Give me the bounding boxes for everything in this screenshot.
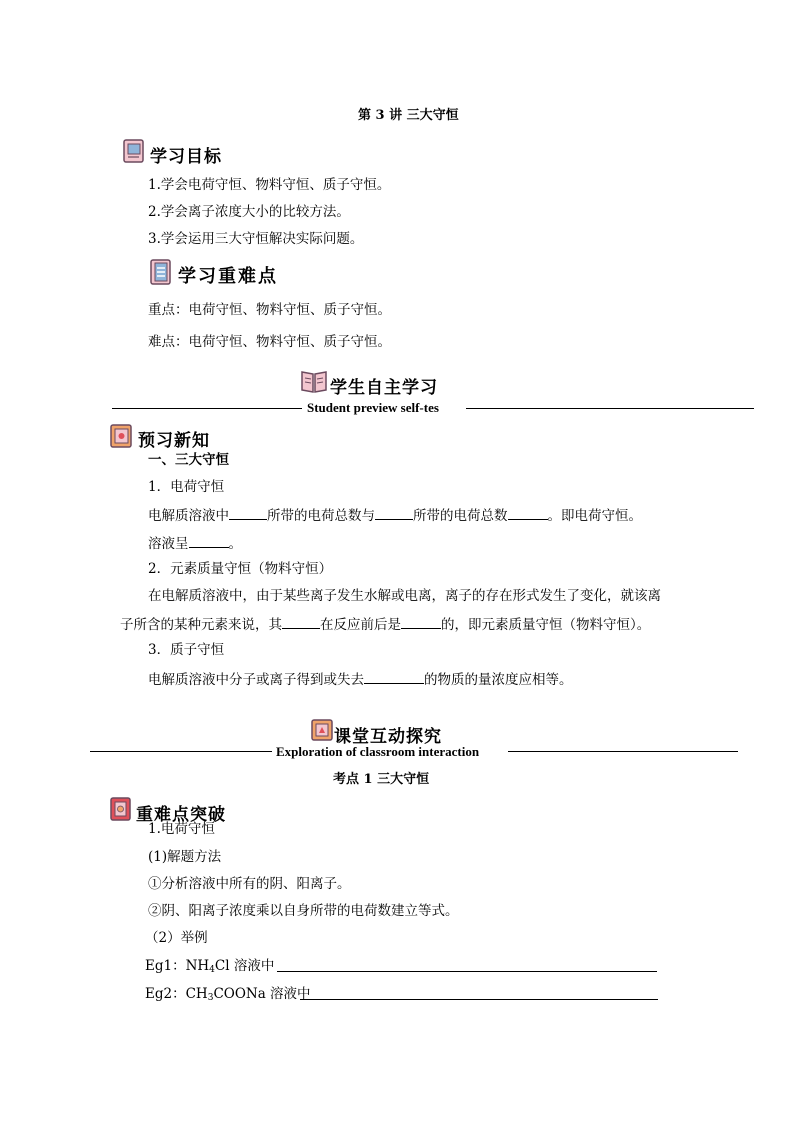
classroom-icon: [310, 718, 334, 742]
preview-section-title: 一、三大守恒: [148, 452, 229, 468]
divider-right-2: [508, 751, 738, 752]
eg1-subscript: 4: [209, 965, 215, 975]
blank-5[interactable]: [282, 614, 320, 629]
item2-text-a: 子所含的某种元素来说，其: [120, 617, 282, 633]
preview-item2-title: 2．元素质量守恒（物料守恒）: [148, 561, 333, 577]
breakthrough-line3: ①分析溶液中所有的阴、阳离子。: [148, 876, 351, 892]
blank-2[interactable]: [375, 505, 413, 520]
item1-text-a: 电解质溶液中: [148, 508, 229, 524]
self-study-subtitle: Student preview self-tes: [307, 400, 439, 415]
divider-right: [466, 408, 754, 409]
classroom-heading: 课堂互动探究: [334, 727, 442, 747]
key-points-heading: 学习重难点: [178, 266, 278, 287]
calendar-book-icon: [109, 423, 135, 449]
blank-7[interactable]: [364, 669, 424, 684]
item3-text-b: 的物质的量浓度应相等。: [424, 672, 573, 688]
divider-left: [112, 408, 302, 409]
target-book-icon: [109, 796, 133, 822]
eg1-rest: Cl 溶液中: [214, 958, 275, 974]
item2-text-b: 在反应前后是: [320, 617, 401, 633]
classroom-subtitle: Exploration of classroom interaction: [276, 744, 480, 759]
eg1-answer-line[interactable]: [277, 971, 657, 972]
book-icon: [122, 138, 146, 164]
goal-item-1: 1.学会电荷守恒、物料守恒、质子守恒。: [148, 177, 391, 193]
preview-item1-line2: [148, 533, 242, 553]
item1-text-b: 所带的电荷总数与: [267, 508, 375, 524]
preview-item2-line2: [120, 614, 650, 634]
breakthrough-heading: 重难点突破: [136, 805, 226, 825]
notebook-icon: [148, 258, 174, 286]
key-point-text: 重点：电荷守恒、物料守恒、质子守恒。: [148, 302, 391, 318]
blank-3[interactable]: [508, 505, 548, 520]
example-1: [145, 957, 274, 979]
example-2: [145, 985, 311, 1007]
eg2-label: Eg2：CH: [145, 986, 208, 1002]
breakthrough-line4: ②阴、阳离子浓度乘以自身所带的电荷数建立等式。: [148, 903, 459, 919]
blank-6[interactable]: [401, 614, 441, 629]
preview-item3-line: [148, 669, 573, 689]
blank-1[interactable]: [229, 505, 267, 520]
item2-text-c: 的，即元素质量守恒（物料守恒）。: [441, 617, 651, 633]
eg2-rest: COONa 溶液中: [213, 986, 311, 1002]
preview-item2-line1: 在电解质溶液中，由于某些离子发生水解或电离，离子的存在形式发生了变化，就该离: [148, 588, 661, 604]
preview-item1-title: 1．电荷守恒: [148, 479, 225, 495]
eg2-answer-line[interactable]: [300, 999, 658, 1000]
self-study-heading: 学生自主学习: [330, 378, 438, 398]
goal-item-2: 2.学会离子浓度大小的比较方法。: [148, 204, 350, 220]
learning-goals-heading: 学习目标: [150, 147, 222, 167]
breakthrough-line5: （2）举例: [145, 930, 208, 946]
eg2-subscript: 3: [207, 993, 214, 1003]
open-book-icon: [300, 368, 328, 394]
breakthrough-line1: 1.电荷守恒: [148, 821, 215, 837]
item1-text-d: 。即电荷守恒。: [547, 508, 642, 524]
item1-text-c: 所带的电荷总数: [413, 508, 508, 524]
preview-item1-line: [148, 505, 642, 525]
item3-text-a: 电解质溶液中分子或离子得到或失去: [148, 672, 364, 688]
point-title: 考点 1 三大守恒: [333, 772, 430, 787]
divider-left-2: [90, 751, 272, 752]
difficult-point-text: 难点：电荷守恒、物料守恒、质子守恒。: [148, 334, 391, 350]
page-title: 第 3 讲 三大守恒: [358, 108, 459, 123]
breakthrough-line2: (1)解题方法: [148, 849, 222, 865]
blank-4[interactable]: [189, 533, 229, 548]
preview-heading: 预习新知: [138, 431, 210, 451]
item1-text-e: 溶液呈: [148, 536, 189, 552]
goal-item-3: 3.学会运用三大守恒解决实际问题。: [148, 231, 364, 247]
eg1-label: Eg1：NH: [145, 958, 210, 974]
item1-text-f: 。: [228, 536, 242, 552]
preview-item3-title: 3．质子守恒: [148, 642, 225, 658]
